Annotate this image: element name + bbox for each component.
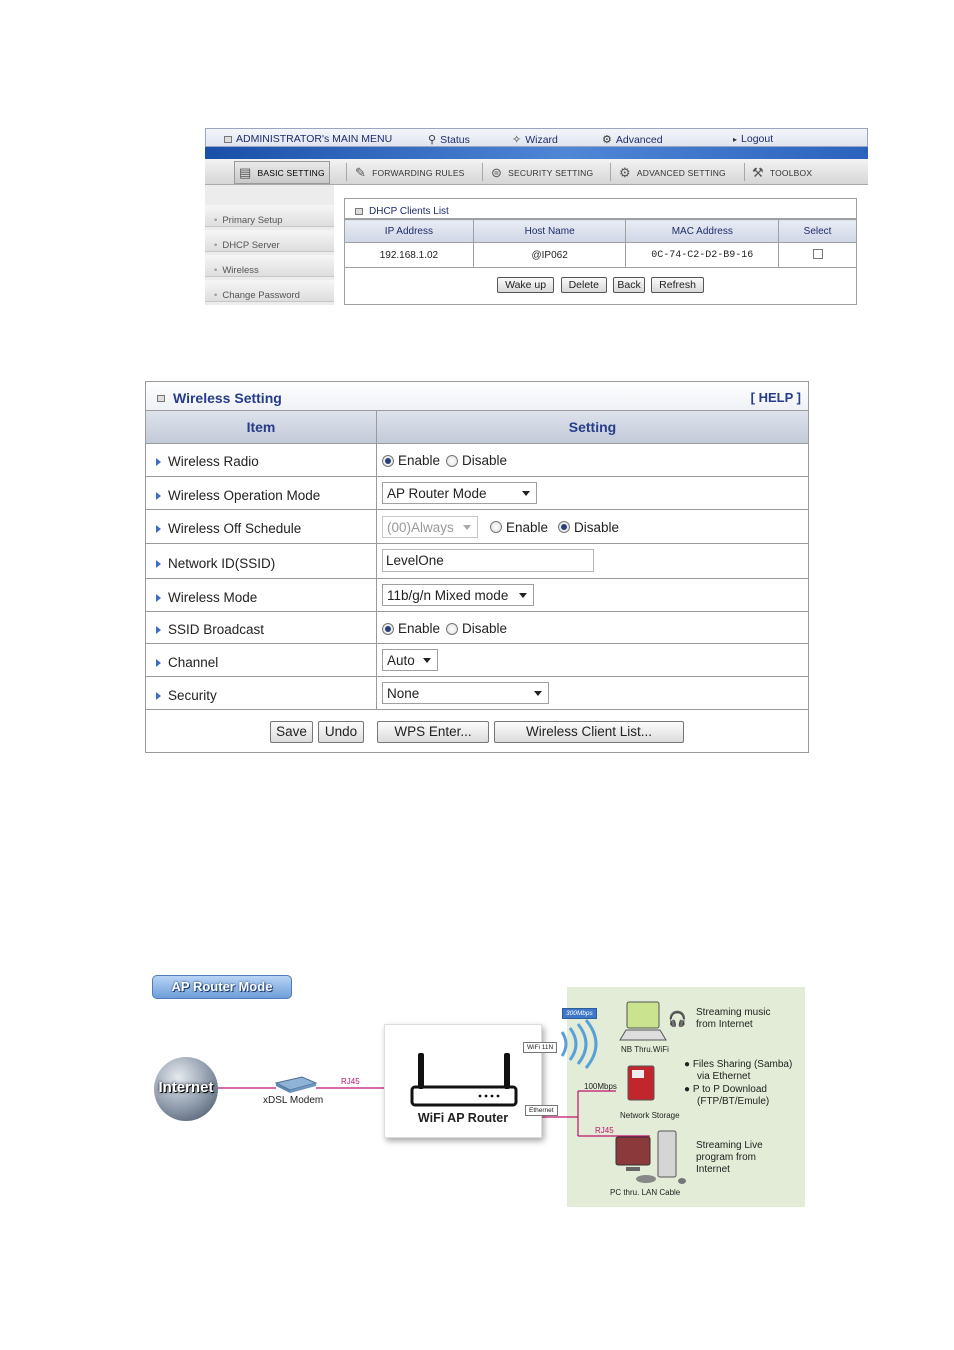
column-header: Select xyxy=(779,220,857,243)
button-row xyxy=(345,268,856,293)
radio-group: Enable Disable xyxy=(382,453,507,468)
arrow-right-icon xyxy=(156,626,161,634)
mac-cell: 0C-74-C2-D2-B9-16 xyxy=(626,243,779,268)
toolbox-icon: ⚒ xyxy=(752,164,764,180)
row-channel xyxy=(146,644,808,677)
column-header: MAC Address xyxy=(626,220,779,243)
bullet-icon: • xyxy=(214,215,218,226)
storage-icon xyxy=(624,1064,660,1104)
row-label: SSID Broadcast xyxy=(156,622,264,637)
tab-advanced-setting[interactable]: ⚙ ADVANCED SETTING xyxy=(619,164,726,180)
streaming-live-text: Streaming Live program from Internet xyxy=(696,1140,763,1175)
panel-title: DHCP Clients List xyxy=(345,199,856,219)
sidebar xyxy=(205,185,334,305)
wizard-link[interactable]: ✧ Wizard xyxy=(512,133,558,146)
tab-basic-setting[interactable]: ▤ BASIC SETTING xyxy=(234,161,330,184)
arrow-right-icon xyxy=(156,692,161,700)
row-operation-mode xyxy=(146,477,808,510)
wps-enter-button[interactable]: WPS Enter... xyxy=(377,721,489,743)
router-icon xyxy=(385,1025,543,1111)
arrow-right-icon xyxy=(156,560,161,568)
bullet-icon: • xyxy=(214,265,218,276)
dhcp-clients-table xyxy=(344,219,857,268)
item-column-header: Item xyxy=(146,411,376,444)
headphones-icon: 🎧 xyxy=(668,1011,687,1028)
tab-divider xyxy=(346,163,347,181)
row-label: Channel xyxy=(156,655,218,670)
help-link[interactable]: [ HELP ] xyxy=(750,390,801,405)
sidebar-item-primary-setup[interactable]: • Primary Setup xyxy=(205,205,334,227)
arrow-right-icon xyxy=(156,458,161,466)
tab-forwarding-rules[interactable]: ✎ FORWARDING RULES xyxy=(355,164,465,180)
row-ssid xyxy=(146,544,808,579)
router-label: WiFi AP Router xyxy=(417,1111,509,1125)
security-select[interactable]: None xyxy=(382,682,549,704)
streaming-music-text: Streaming music from Internet xyxy=(696,1007,771,1030)
column-header: Host Name xyxy=(473,220,626,243)
wireless-setting-panel xyxy=(145,381,809,753)
tab-toolbox[interactable]: ⚒ TOOLBOX xyxy=(752,164,813,180)
radio-enable[interactable] xyxy=(382,455,394,467)
broadcast-radio-group: Enable Disable xyxy=(382,621,507,636)
radio-enable[interactable] xyxy=(490,521,502,533)
chevron-down-icon xyxy=(534,691,542,696)
row-wireless-radio xyxy=(146,444,808,477)
internet-globe-icon: Internet xyxy=(154,1057,218,1121)
p2p-text: ● P to P Download (FTP/BT/Emule) xyxy=(684,1084,770,1107)
menu-icon xyxy=(224,136,232,143)
status-link[interactable]: ⚲ Status xyxy=(428,133,470,146)
modem-icon xyxy=(272,1073,318,1095)
chevron-down-icon xyxy=(522,491,530,496)
settings-icon: ⚙ xyxy=(619,164,631,180)
book-icon: ▤ xyxy=(239,164,252,180)
panel-icon xyxy=(355,208,363,215)
pc-label: PC thru. LAN Cable xyxy=(610,1188,681,1197)
row-label: Network ID(SSID) xyxy=(156,556,275,571)
tab-divider xyxy=(482,163,483,181)
chevron-down-icon xyxy=(423,658,431,663)
panel-title: Wireless Setting xyxy=(157,390,282,406)
row-off-schedule xyxy=(146,510,808,544)
wireless-mode-wrap xyxy=(382,584,534,606)
tab-divider xyxy=(610,163,611,181)
radio-disable[interactable] xyxy=(558,521,570,533)
speed-100-label: 100Mbps xyxy=(584,1082,617,1091)
back-button[interactable]: Back xyxy=(613,277,644,293)
wizard-icon: ✧ xyxy=(512,134,522,146)
channel-select[interactable]: Auto xyxy=(382,649,438,671)
header-banner xyxy=(205,147,868,159)
bullet-icon: • xyxy=(214,290,218,301)
wifi-tag: WiFi 11N xyxy=(523,1042,557,1053)
chevron-down-icon xyxy=(463,525,471,530)
modem-label: xDSL Modem xyxy=(263,1095,324,1106)
bullet-icon: • xyxy=(214,240,218,251)
operation-mode-select-wrap xyxy=(382,482,537,504)
select-cell xyxy=(779,243,857,268)
rj45-label: RJ45 xyxy=(341,1077,360,1086)
radio-enable[interactable] xyxy=(382,623,394,635)
forward-icon: ✎ xyxy=(355,164,367,180)
operation-mode-select[interactable]: AP Router Mode xyxy=(382,482,537,504)
admin-panel xyxy=(205,128,868,305)
row-security xyxy=(146,677,808,710)
advanced-link[interactable]: ⚙ Advanced xyxy=(602,133,663,146)
radio-disable[interactable] xyxy=(446,455,458,467)
host-cell: @IP062 xyxy=(473,243,626,268)
row-label: Wireless Radio xyxy=(156,454,259,469)
advanced-icon: ⚙ xyxy=(602,134,612,146)
router-box xyxy=(384,1024,542,1138)
rj45-label-2: RJ45 xyxy=(595,1126,614,1135)
select-checkbox[interactable] xyxy=(813,249,823,259)
panel-icon xyxy=(157,395,165,402)
delete-button[interactable]: Delete xyxy=(561,277,607,293)
row-label: Wireless Mode xyxy=(156,590,257,605)
file-sharing-text: ● Files Sharing (Samba) via Ethernet xyxy=(684,1059,793,1082)
save-button[interactable]: Save xyxy=(270,721,313,743)
ssid-input[interactable]: LevelOne xyxy=(382,549,594,572)
chevron-down-icon xyxy=(519,593,527,598)
sidebar-item-wireless[interactable]: • Wireless xyxy=(205,255,334,277)
table-row xyxy=(345,243,857,268)
column-header: IP Address xyxy=(345,220,474,243)
row-label: Wireless Operation Mode xyxy=(156,488,320,503)
speed-tag: 300Mbps xyxy=(562,1008,597,1019)
ap-router-mode-diagram xyxy=(150,972,810,1212)
row-ssid-broadcast xyxy=(146,612,808,644)
arrow-right-icon xyxy=(156,659,161,667)
security-wrap xyxy=(382,682,549,704)
row-label: Security xyxy=(156,688,217,703)
tab-security-setting[interactable]: ⊜ SECURITY SETTING xyxy=(491,164,594,180)
tab-divider xyxy=(744,163,745,181)
ip-cell: 192.168.1.02 xyxy=(345,243,474,268)
main-menu-link[interactable]: ADMINISTRATOR's MAIN MENU xyxy=(224,133,392,145)
sidebar-item-change-password[interactable]: • Change Password xyxy=(205,280,334,302)
wake-up-button[interactable]: Wake up xyxy=(497,277,554,293)
arrow-right-icon xyxy=(156,525,161,533)
refresh-button[interactable]: Refresh xyxy=(651,277,704,293)
arrow-right-icon: ▸ xyxy=(733,134,738,144)
wireless-client-list-button[interactable]: Wireless Client List... xyxy=(494,721,684,743)
main-tabs xyxy=(205,159,868,185)
pc-icon xyxy=(612,1129,692,1185)
logout-link[interactable]: ▸ Logout xyxy=(733,133,774,145)
ssid-wrap xyxy=(382,549,594,572)
channel-wrap xyxy=(382,649,438,671)
schedule-select: (00)Always xyxy=(382,516,478,538)
radio-disable[interactable] xyxy=(446,623,458,635)
lock-icon: ⊜ xyxy=(491,164,503,180)
storage-label: Network Storage xyxy=(620,1111,680,1120)
sidebar-item-dhcp-server[interactable]: • DHCP Server xyxy=(205,230,334,252)
panel-header xyxy=(146,382,808,411)
dhcp-clients-panel xyxy=(344,198,857,305)
ethernet-tag: Ethernet xyxy=(525,1105,558,1116)
arrow-right-icon xyxy=(156,594,161,602)
laptop-label: NB Thru.WiFi xyxy=(621,1045,669,1054)
row-wireless-mode xyxy=(146,579,808,612)
setting-column-header: Setting xyxy=(377,411,808,444)
undo-button[interactable]: Undo xyxy=(318,721,364,743)
off-schedule-controls: (00)Always Enable Disable xyxy=(382,516,619,538)
row-label: Wireless Off Schedule xyxy=(156,521,301,536)
laptop-icon xyxy=(618,1000,668,1044)
arrow-right-icon xyxy=(156,492,161,500)
top-menu xyxy=(205,128,868,147)
status-icon: ⚲ xyxy=(428,134,437,146)
mode-badge: AP Router Mode xyxy=(152,975,292,999)
wireless-mode-select[interactable]: 11b/g/n Mixed mode xyxy=(382,584,534,606)
